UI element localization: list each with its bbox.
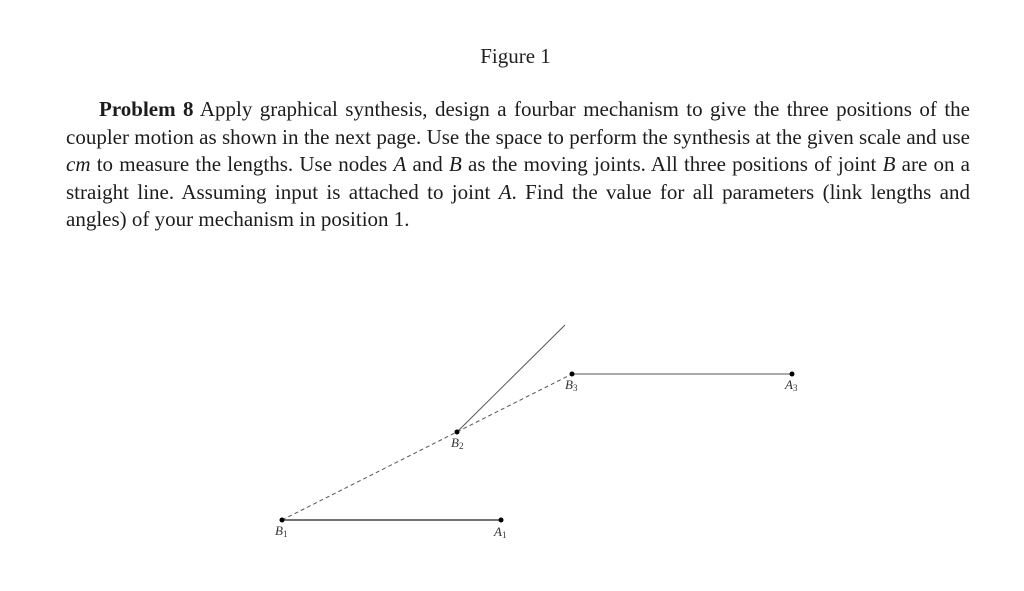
problem-math-b-2: B bbox=[882, 152, 896, 176]
label-a3: A3 bbox=[785, 377, 798, 393]
label-b1: B1 bbox=[275, 523, 288, 539]
problem-math-cm: cm bbox=[66, 152, 91, 176]
point-b2 bbox=[455, 430, 460, 435]
problem-text-0: Apply graphical synthesis, design a fourbar mechanism to give the three positions of the coupler motion as shown in the next page. Use the space to perform the synthesis at the given scale and use bbox=[66, 97, 970, 149]
coupler-position-2 bbox=[457, 325, 565, 432]
point-a1 bbox=[499, 518, 504, 523]
problem-text-2: to measure the lengths. Use nodes bbox=[90, 152, 394, 176]
point-b1 bbox=[280, 518, 285, 523]
problem-math-b: B bbox=[449, 152, 462, 176]
problem-math-a: A bbox=[393, 152, 407, 176]
problem-label: Problem 8 bbox=[99, 97, 194, 121]
b-path-dashed-line bbox=[282, 374, 572, 520]
problem-text-8: are on a straight line. Assuming input is attached to joint bbox=[66, 152, 970, 204]
figure-caption: Figure 1 bbox=[480, 44, 551, 68]
problem-text-4: and bbox=[406, 152, 449, 176]
point-b3 bbox=[570, 372, 575, 377]
label-a1: A1 bbox=[494, 524, 507, 540]
problem-text-10: . Find the value for all parameters (link lengths and angles) of your mechanism in position 1. bbox=[66, 179, 970, 231]
label-b3: B3 bbox=[565, 377, 578, 393]
point-a3 bbox=[790, 372, 795, 377]
problem-math-a-2: A bbox=[498, 179, 512, 204]
label-b2: B2 bbox=[451, 435, 464, 451]
problem-text-6: as the moving joints. All three positions of joint bbox=[461, 152, 883, 176]
